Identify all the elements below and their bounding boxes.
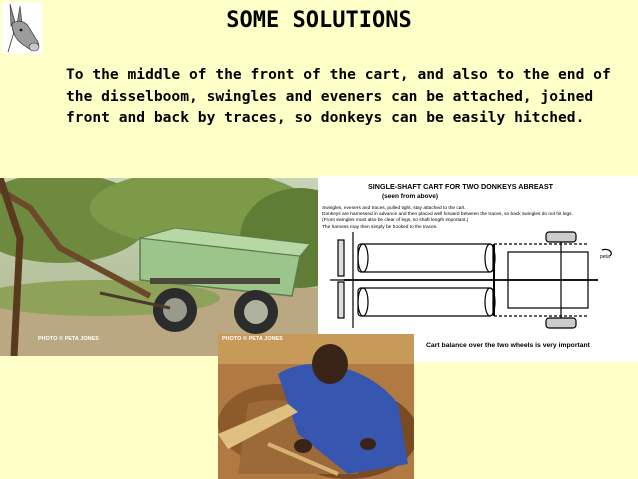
diagram-note: Swingles, eveners and traces, pulled tight, stay attached to the cart. — [322, 206, 466, 211]
cart-photo — [0, 178, 318, 356]
diagram-note: Donkeys are harnessed in advance and then placed well forward between the traces, so back swingles do not hit legs. — [322, 212, 573, 218]
diagram-subtitle: (seen from above) — [382, 193, 438, 200]
svg-text:peta: peta — [600, 254, 610, 260]
diagram-note: The harness may then simply be hooked to the traces. — [322, 224, 438, 230]
page-title: SOME SOLUTIONS — [226, 8, 412, 33]
cart-photo-image — [0, 178, 318, 356]
cart-top-view-drawing — [318, 230, 638, 340]
diagram-caption: Cart balance over the two wheels is very important — [426, 342, 590, 349]
diagram-notes — [322, 206, 634, 231]
cart-photo-credit: PHOTO © PETA JONES — [38, 336, 99, 342]
harness-photo-credit: PHOTO © PETA JONES — [222, 336, 283, 342]
diagram-title: SINGLE-SHAFT CART FOR TWO DONKEYS ABREAST — [368, 182, 554, 191]
slide-paragraph: To the middle of the front of the cart, and also to the end of the disselboom, swingles and eveners can be attached, joined front and back by traces, so donkeys can be easily hitched. — [66, 66, 611, 126]
harness-photo-image — [218, 334, 414, 479]
harness-photo — [218, 334, 414, 479]
diagram-note: (Front swingles must also be clear of legs, so shaft length important.) — [322, 218, 469, 224]
